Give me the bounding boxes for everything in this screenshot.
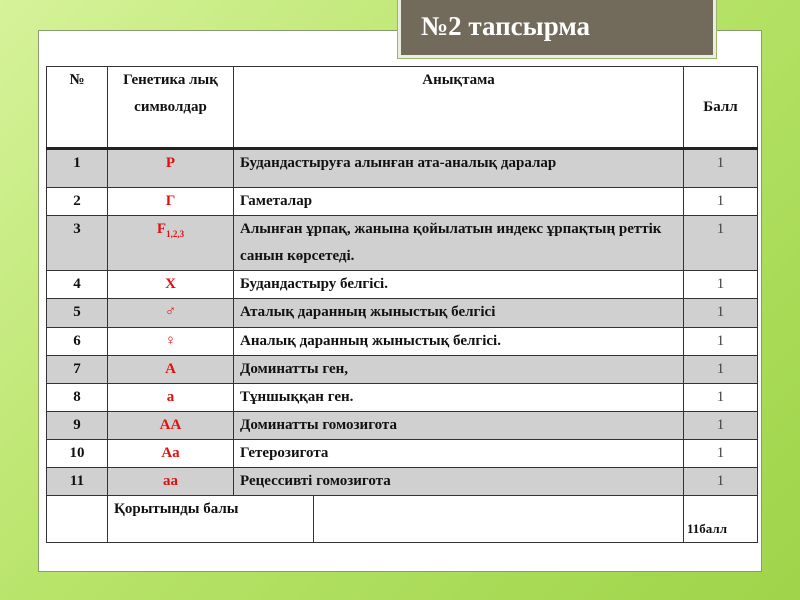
genetic-symbol [108, 468, 234, 496]
row-number: 2 [47, 188, 108, 216]
table-row [47, 412, 758, 440]
symbol-text: Г [165, 193, 176, 209]
table-row [47, 271, 758, 299]
genetic-symbol [108, 216, 234, 271]
genetic-symbol [108, 440, 234, 468]
genetic-symbol [108, 299, 234, 328]
table-row [47, 149, 758, 188]
row-number: 8 [47, 384, 108, 412]
definition: Будандастыруға алынған ата-аналық даралар [234, 149, 684, 188]
row-number: 5 [47, 299, 108, 328]
genetic-symbol [108, 328, 234, 356]
symbol-text: AA [159, 417, 182, 433]
table-header-row [47, 67, 758, 149]
slide-title: №2 тапсырма [398, 0, 716, 58]
definition: Аналық даранның жыныстық белгісі. [234, 328, 684, 356]
symbol-subscript: 1,2,3 [166, 229, 185, 239]
symbol-text: A [165, 361, 176, 377]
table-row [47, 440, 758, 468]
total-value: 11балл [684, 496, 758, 543]
row-number: 1 [47, 149, 108, 188]
symbol-text: aa [163, 473, 178, 489]
genetics-symbols-table [46, 66, 758, 543]
genetic-symbol [108, 356, 234, 384]
symbol-text: a [166, 389, 175, 405]
symbol-text: X [165, 276, 176, 292]
total-row [47, 496, 758, 543]
symbol-text: Aa [161, 445, 180, 461]
table-row [47, 299, 758, 328]
header-score: Балл [684, 67, 758, 149]
table-row [47, 468, 758, 496]
definition: Рецессивті гомозигота [234, 468, 684, 496]
symbol-text: P [165, 155, 176, 171]
score: 1 [684, 216, 758, 271]
symbol-text: F [156, 221, 167, 237]
row-number: 7 [47, 356, 108, 384]
total-empty-cell [47, 496, 108, 543]
definition: Тұншыққан ген. [234, 384, 684, 412]
header-symbol: Генетика лық символдар [108, 67, 234, 149]
row-number: 11 [47, 468, 108, 496]
score: 1 [684, 328, 758, 356]
score: 1 [684, 412, 758, 440]
genetic-symbol [108, 271, 234, 299]
score: 1 [684, 440, 758, 468]
row-number: 6 [47, 328, 108, 356]
row-number: 3 [47, 216, 108, 271]
total-label: Қорытынды балы [108, 496, 314, 543]
score: 1 [684, 468, 758, 496]
definition: Алынған ұрпақ, жанына қойылатын индекс ұрпақтың реттік санын көрсетеді. [234, 216, 684, 271]
header-num: № [47, 67, 108, 149]
definition: Будандастыру белгісі. [234, 271, 684, 299]
genetic-symbol [108, 384, 234, 412]
definition: Доминатты ген, [234, 356, 684, 384]
score: 1 [684, 149, 758, 188]
row-number: 9 [47, 412, 108, 440]
table-row [47, 216, 758, 271]
symbol-text: ♀ [164, 333, 177, 349]
score: 1 [684, 271, 758, 299]
definition: Аталық даранның жыныстық белгісі [234, 299, 684, 328]
header-definition: Анықтама [234, 67, 684, 149]
row-number: 10 [47, 440, 108, 468]
definition: Гаметалар [234, 188, 684, 216]
definition: Гетерозигота [234, 440, 684, 468]
table-row [47, 188, 758, 216]
symbol-text: ♂ [164, 304, 177, 320]
row-number: 4 [47, 271, 108, 299]
genetic-symbol [108, 149, 234, 188]
score: 1 [684, 356, 758, 384]
total-blank-cell [314, 496, 684, 543]
score: 1 [684, 188, 758, 216]
genetic-symbol [108, 188, 234, 216]
table-row [47, 384, 758, 412]
table-row [47, 356, 758, 384]
table-row [47, 328, 758, 356]
score: 1 [684, 299, 758, 328]
definition: Доминатты гомозигота [234, 412, 684, 440]
genetic-symbol [108, 412, 234, 440]
score: 1 [684, 384, 758, 412]
